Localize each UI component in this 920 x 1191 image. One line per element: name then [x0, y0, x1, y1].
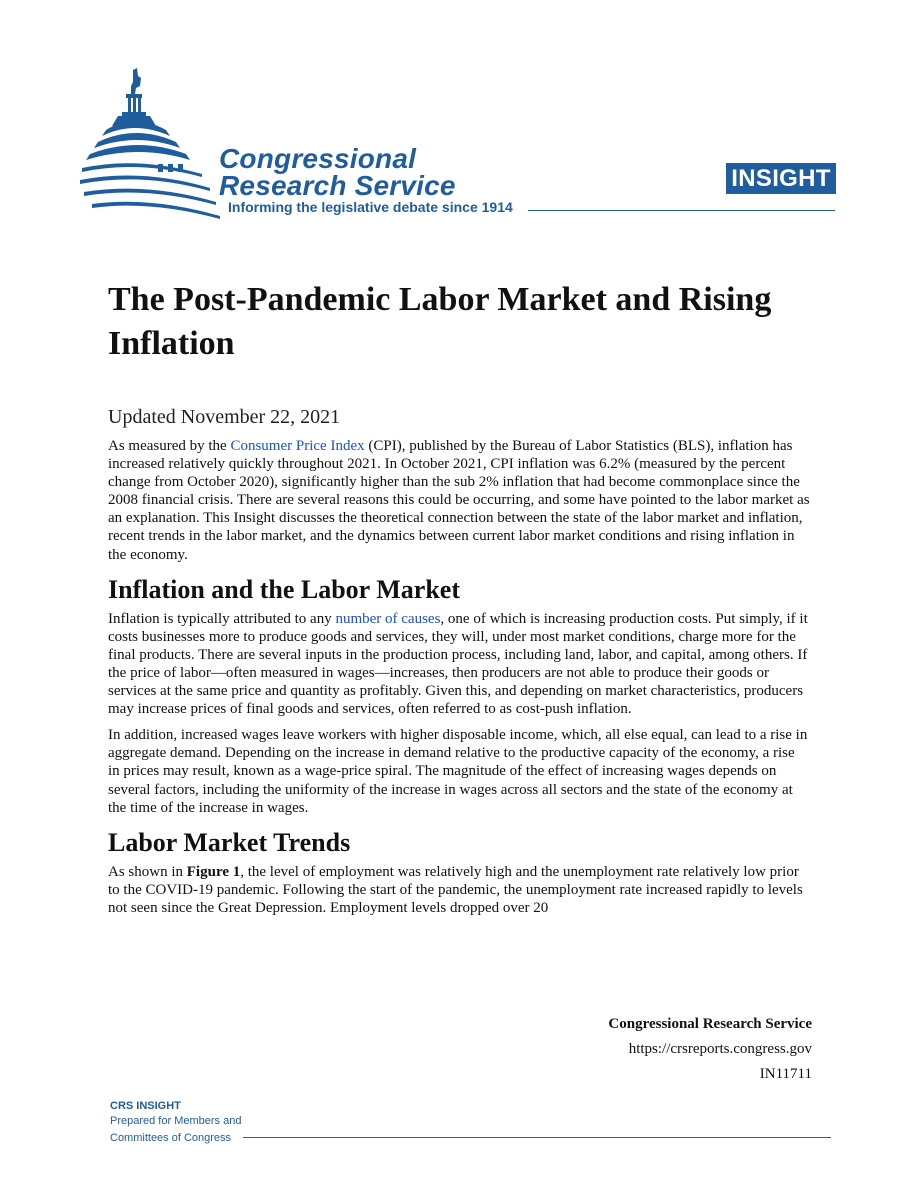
- figure-1-reference: Figure 1: [186, 863, 241, 880]
- tagline-divider: [528, 210, 835, 211]
- footer-divider: [243, 1137, 831, 1138]
- intro-text-start: As measured by the: [108, 438, 231, 454]
- footer-org: Congressional Research Service: [608, 1016, 812, 1032]
- insight-badge: INSIGHT: [726, 163, 836, 194]
- document-title: The Post-Pandemic Labor Market and Rising Inflation: [108, 281, 772, 362]
- intro-text-rest: (CPI), published by the Bureau of Labor Statistics (BLS), inflation has increased relatively quickly throughout 2021. In October 2021, CPI inflation was 6.2% (measured by the percent change from October 2020), significantly higher than the sub 2% inflation that had become commonplace since the 2008 financial crisis. There are several reasons this could be occurring, and some have pointed to the labor market as an explanation. This Insight discusses the theoretical connection between the state of the labor market and inflation, recent trends in the labor market, and the dynamics between current labor market conditions and rising inflation in the economy.: [108, 438, 810, 563]
- section-heading-labor-trends: Labor Market Trends: [108, 827, 351, 857]
- brand-line-research-service: Research Service: [219, 170, 456, 201]
- number-of-causes-link[interactable]: number of causes: [335, 610, 441, 627]
- inflation-p1-start: Inflation is typically attributed to any: [108, 610, 336, 627]
- cpi-link[interactable]: Consumer Price Index: [230, 438, 365, 454]
- inflation-paragraph-1: [108, 610, 810, 719]
- section-heading-inflation-labor: Inflation and the Labor Market: [108, 574, 460, 604]
- capitol-dome-logo: [78, 64, 228, 220]
- intro-paragraph: [108, 437, 810, 564]
- brand-tagline: Informing the legislative debate since 1914: [228, 199, 513, 215]
- footer-citation: [500, 1012, 812, 1087]
- footer-report-id: IN11711: [759, 1066, 812, 1082]
- prepared-line-2: Committees of Congress: [110, 1132, 232, 1144]
- brand-line-congressional: Congressional: [219, 143, 417, 174]
- crs-insight-label: [110, 1099, 241, 1147]
- updated-date: Updated November 22, 2021: [108, 406, 341, 428]
- trends-p1-start: As shown in: [108, 863, 187, 880]
- inflation-p1-rest: , one of which is increasing production costs. Put simply, if it costs businesses more to produce goods and services, they will, under most market conditions, charge more for the final products. There are several inputs in the production process, including land, labor, and capital, among others. If the price of labor—often measured in wages—increases, then producers are not able to produce their goods or services at the same price and quantity as profitably. Given this, and depending on market characteristics, producers may increase prices of final goods and services, often referred to as cost-push inflation.: [108, 610, 808, 718]
- trends-p1-rest: , the level of employment was relatively high and the unemployment rate relatively low prior to the COVID-19 pandemic. Following the start of the pandemic, the unemployment rate increased rapidly to levels not seen since the Great Depression. Employment levels dropped over 20: [108, 863, 803, 916]
- footer-url[interactable]: https://crsreports.congress.gov: [628, 1041, 812, 1057]
- inflation-paragraph-2: In addition, increased wages leave workers with higher disposable income, which, all else equal, can lead to a rise in aggregate demand. Depending on the increase in demand relative to the productive capacity of the economy, a rise in prices may result, known as a wage-price spiral. The magnitude of the effect of increasing wages depends on several factors, including the uniformity of the increase in wages across all sectors and the state of the economy at the time of the increase in wages.: [108, 727, 808, 816]
- crs-series: CRS INSIGHT: [110, 1100, 181, 1112]
- labor-trends-paragraph: [108, 863, 810, 917]
- document-body: [108, 437, 810, 925]
- prepared-line-1: Prepared for Members and: [110, 1115, 242, 1127]
